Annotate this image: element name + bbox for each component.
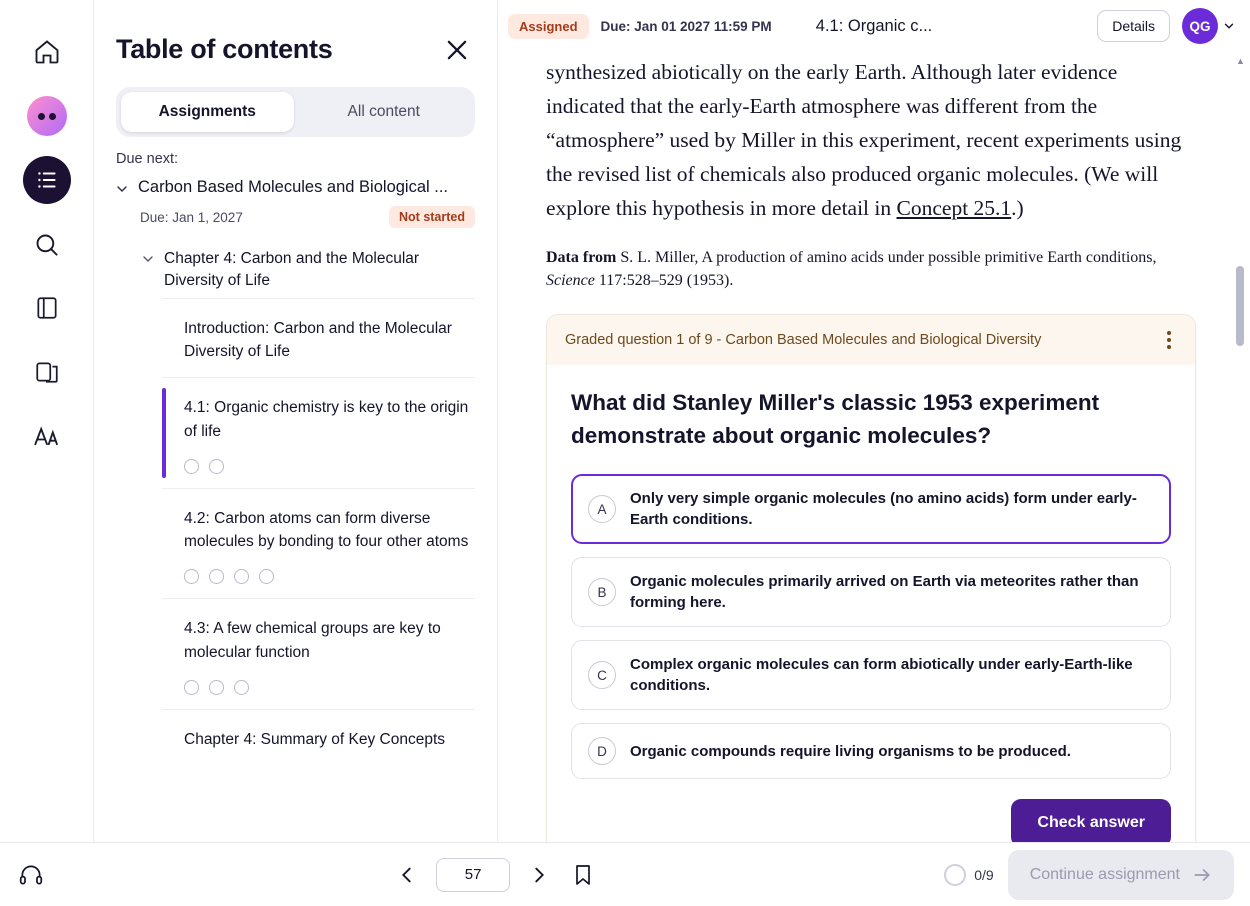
flashcards-button[interactable]: [23, 348, 71, 396]
caption-journal: Science: [546, 272, 595, 290]
choice-letter: D: [588, 737, 616, 765]
bottom-bar: [0, 842, 1250, 906]
paragraph-text: synthesized abiotically on the early Earth. Although later evidence indicated that the early-Earth atmosphere was different from the “atmosphere” used by Miller in this experiment, recent experiments using the revised list of chemicals also produced organic molecules. (We will explore this hypothesis in more detail in: [546, 60, 1182, 220]
page-title: Table of contents: [116, 34, 333, 64]
choice-a[interactable]: [571, 474, 1171, 544]
close-button[interactable]: [443, 36, 471, 64]
question-menu-button[interactable]: [1161, 329, 1177, 351]
toc-section-summary[interactable]: [162, 709, 475, 765]
toolbar-right: [1097, 8, 1236, 44]
table-of-contents-panel: [94, 0, 498, 906]
chevron-down-icon: [140, 251, 156, 267]
paragraph-tail: .): [1011, 195, 1024, 220]
check-answer-row: [571, 799, 1171, 847]
question-header: [547, 315, 1195, 365]
assignment-due-text: Due: Jan 01 2027 11:59 PM: [600, 18, 772, 34]
bookmark-icon: [571, 863, 595, 887]
page-number-input[interactable]: [436, 858, 510, 892]
assistant-avatar-icon: [27, 96, 67, 136]
home-icon: [33, 38, 61, 66]
question-prompt: What did Stanley Miller's classic 1953 experiment demonstrate about organic molecules?: [571, 390, 1100, 448]
contents-button[interactable]: [23, 156, 71, 204]
list-icon: [34, 167, 60, 193]
assistant-button[interactable]: [23, 92, 71, 140]
reader-title: 4.1: Organic c...: [815, 16, 933, 35]
toc-section-4-1[interactable]: [162, 377, 475, 488]
choice-d[interactable]: [571, 723, 1171, 779]
assignment-title: Carbon Based Molecules and Biological ...: [138, 178, 449, 196]
chapter-title: Chapter 4: Carbon and the Molecular Diversity of Life: [164, 250, 420, 290]
check-answer-button[interactable]: Check answer: [1011, 799, 1171, 847]
assignment-row[interactable]: [94, 171, 497, 198]
user-menu[interactable]: [1182, 8, 1236, 44]
toc-header: [94, 0, 497, 79]
concept-link[interactable]: Concept 25.1: [896, 195, 1012, 220]
chevron-down-icon: [1222, 19, 1236, 33]
scrollbar-thumb[interactable]: [1236, 266, 1244, 346]
toc-tabs: [116, 87, 475, 137]
choice-text: Only very simple organic molecules (no amino acids) form under early-Earth conditions.: [630, 490, 1137, 529]
assigned-badge: Assigned: [508, 14, 589, 39]
toc-section-4-2[interactable]: [162, 488, 475, 599]
home-button[interactable]: [23, 28, 71, 76]
chevron-left-icon: [396, 864, 418, 886]
tab-all-content[interactable]: All content: [347, 103, 420, 120]
choice-letter: B: [588, 578, 616, 606]
vertical-scrollbar[interactable]: [1236, 56, 1244, 858]
cards-icon: [34, 359, 60, 385]
assignment-due: Due: Jan 1, 2027: [140, 209, 243, 225]
search-icon: [33, 231, 60, 258]
assignment-progress: [944, 864, 993, 886]
caption-text: S. L. Miller, A production of amino acids under possible primitive Earth conditions,: [616, 248, 1157, 266]
choice-text: Organic compounds require living organisms to be produced.: [630, 742, 1071, 760]
toc-section-intro[interactable]: [162, 298, 475, 378]
progress-label: 0/9: [974, 866, 994, 883]
choice-c[interactable]: [571, 640, 1171, 710]
left-rail: [0, 0, 94, 906]
assignment-meta: [94, 198, 497, 240]
section-progress-dots: [162, 443, 475, 474]
question-header-label: Graded question 1 of 9 - Carbon Based Molecules and Biological Diversity: [565, 332, 1042, 349]
figure-caption: [546, 246, 1196, 292]
continue-label: Continue assignment: [1029, 865, 1180, 883]
chapter-row[interactable]: [94, 240, 497, 297]
section-label: 4.2: Carbon atoms can form diverse molecules by bonding to four other atoms: [184, 509, 469, 551]
arrow-right-icon: [1192, 865, 1212, 885]
tab-assignments[interactable]: Assignments: [121, 92, 294, 132]
section-label: Introduction: Carbon and the Molecular Diversity of Life: [184, 319, 452, 361]
section-progress-dots: [162, 664, 475, 695]
progress-ring-icon: [944, 864, 966, 886]
notebook-button[interactable]: [23, 284, 71, 332]
chevron-right-icon: [528, 864, 550, 886]
section-progress-dots: [162, 553, 475, 584]
book-icon: [34, 295, 60, 321]
search-button[interactable]: [23, 220, 71, 268]
scroll-up-arrow[interactable]: ▲: [1236, 56, 1245, 66]
body-text: [546, 56, 1196, 226]
choice-text: Organic molecules primarily arrived on Earth via meteorites rather than forming here.: [630, 573, 1139, 612]
choice-letter: A: [588, 495, 616, 523]
close-icon: [443, 36, 471, 64]
font-size-icon: [33, 422, 61, 450]
caption-tail: 117:528–529 (1953).: [594, 272, 734, 290]
paragraph: [546, 56, 1196, 226]
choice-b[interactable]: [571, 557, 1171, 627]
toc-section-4-3[interactable]: [162, 598, 475, 709]
continue-assignment-button[interactable]: [1008, 850, 1234, 900]
caption-label: Data from: [546, 248, 617, 266]
status-badge: Not started: [389, 206, 475, 228]
bookmark-button[interactable]: [568, 860, 598, 890]
toc-list[interactable]: [94, 171, 497, 906]
question-body: [547, 365, 1195, 873]
listen-button[interactable]: [16, 860, 46, 890]
reader-content: [498, 52, 1250, 906]
headphones-icon: [18, 862, 44, 888]
reader-panel: [498, 0, 1250, 906]
text-settings-button[interactable]: [23, 412, 71, 460]
details-button[interactable]: Details: [1097, 10, 1170, 42]
section-label: 4.1: Organic chemistry is key to the origin of life: [184, 399, 469, 440]
graded-question-card: [546, 314, 1196, 874]
due-next-label: Due next:: [116, 151, 179, 167]
section-label: Chapter 4: Summary of Key Concepts: [184, 730, 446, 748]
section-label: 4.3: A few chemical groups are key to molecular function: [184, 620, 441, 661]
next-page-button[interactable]: [524, 860, 554, 890]
reader-toolbar: [498, 0, 1250, 52]
chevron-down-icon: [114, 181, 130, 197]
avatar: QG: [1182, 8, 1218, 44]
choice-letter: C: [588, 661, 616, 689]
previous-page-button[interactable]: [392, 860, 422, 890]
choice-text: Complex organic molecules can form abiotically under early-Earth-like conditions.: [630, 656, 1133, 695]
